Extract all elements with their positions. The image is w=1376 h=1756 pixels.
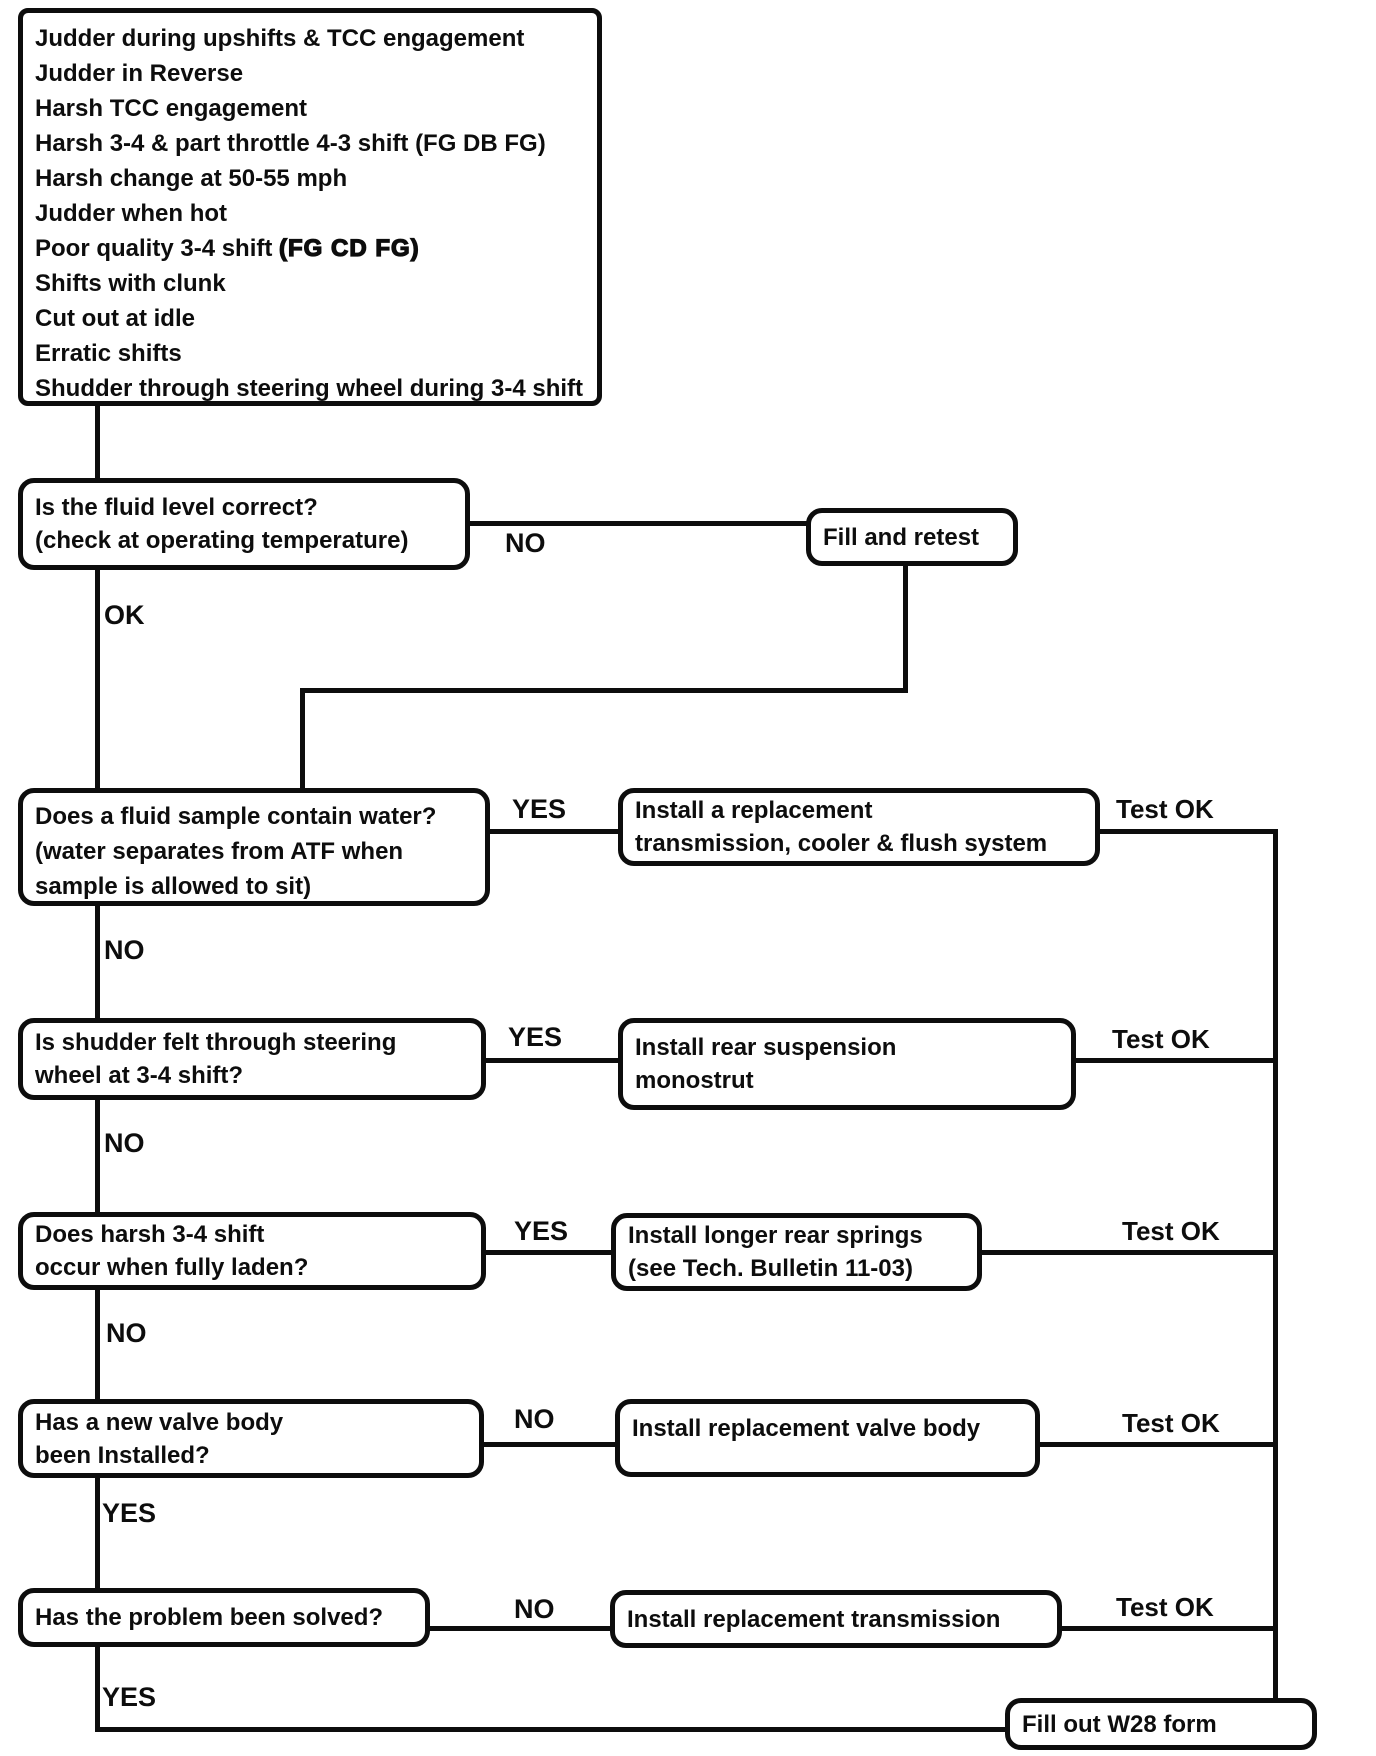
fill-and-retest-action: Fill and retest (806, 508, 1018, 566)
edge-label-no-fluid: NO (505, 528, 546, 558)
valve-body-action: Install replacement valve body (615, 1399, 1040, 1477)
problem-solved-question: Has the problem been solved? (18, 1588, 430, 1647)
edge-label-yes-harsh: YES (514, 1216, 569, 1246)
connector-line (1060, 1626, 1278, 1631)
connector-line (300, 688, 305, 790)
symptom-line: Erratic shifts (35, 340, 182, 367)
connector-line (95, 1098, 100, 1214)
connector-line (95, 406, 100, 480)
symptom-line: Judder when hot (35, 200, 227, 227)
edge-label-test-ok-3: Test OK (1122, 1216, 1220, 1246)
connector-line (428, 1626, 614, 1631)
symptom-line: Cut out at idle (35, 305, 195, 332)
connector-line (1098, 829, 1278, 834)
connector-line (468, 521, 808, 526)
connector-line (1038, 1442, 1278, 1447)
edge-label-ok-fluid: OK (104, 600, 145, 630)
symptom-line: Judder during upshifts & TCC engagement (35, 25, 525, 52)
connector-line (95, 1645, 100, 1732)
edge-label-test-ok-1: Test OK (1116, 794, 1214, 824)
fluid-level-question: Is the fluid level correct? (check at operating temperature) (18, 478, 470, 570)
valve-body-question: Has a new valve body been Installed? (18, 1399, 484, 1478)
symptom-line: Shudder through steering wheel during 3-4 shift (35, 375, 584, 402)
connector-line (300, 688, 908, 693)
rear-springs-action: Install longer rear springs (see Tech. Bulletin 11-03) (611, 1213, 982, 1291)
connector-line (95, 1727, 1007, 1732)
symptom-line: Harsh 3-4 & part throttle 4-3 shift (FG DB FG) (35, 130, 546, 157)
connector-line (95, 1476, 100, 1588)
edge-label-yes-valve: YES (102, 1498, 157, 1528)
symptom-line: Harsh TCC engagement (35, 95, 308, 122)
symptom-line: Poor quality 3-4 shift (FG CD FG) (35, 235, 420, 262)
edge-label-no-harsh: NO (106, 1318, 147, 1348)
connector-line (980, 1250, 1278, 1255)
connector-line (95, 1288, 100, 1400)
edge-label-yes-shudder: YES (508, 1022, 563, 1052)
connector-line (482, 1442, 618, 1447)
edge-label-test-ok-2: Test OK (1112, 1024, 1210, 1054)
symptom-line: Harsh change at 50-55 mph (35, 165, 348, 192)
connector-line (903, 564, 908, 692)
connector-line (484, 1250, 614, 1255)
edge-label-test-ok-5: Test OK (1116, 1592, 1214, 1622)
connector-line (95, 904, 100, 1020)
harsh-shift-question: Does harsh 3-4 shift occur when fully laden? (18, 1212, 486, 1290)
replace-transmission-action: Install replacement transmission (610, 1590, 1062, 1648)
connector-line (1273, 829, 1278, 1701)
edge-label-no-water: NO (104, 935, 145, 965)
symptom-list-box (18, 8, 602, 406)
symptom-line: Judder in Reverse (35, 60, 244, 87)
edge-label-no-solved: NO (514, 1594, 555, 1624)
connector-line (95, 568, 100, 790)
connector-line (484, 1058, 620, 1063)
edge-label-test-ok-4: Test OK (1122, 1408, 1220, 1438)
symptom-line-bold-part: (FG CD FG) (279, 235, 420, 262)
edge-label-no-valve: NO (514, 1404, 555, 1434)
connector-line (1074, 1058, 1278, 1063)
edge-label-no-shudder: NO (104, 1128, 145, 1158)
w28-form-action: Fill out W28 form (1005, 1698, 1317, 1750)
shudder-question: Is shudder felt through steering wheel at 3-4 shift? (18, 1018, 486, 1100)
edge-label-yes-solved: YES (102, 1682, 157, 1712)
monostrut-action: Install rear suspension monostrut (618, 1018, 1076, 1110)
connector-line (488, 829, 620, 834)
edge-label-yes-water: YES (512, 794, 567, 824)
water-sample-question: Does a fluid sample contain water? (water separates from ATF when sample is allowed to sit) (18, 788, 490, 906)
replace-transmission-cooler-action: Install a replacement transmission, cooler & flush system (618, 788, 1100, 866)
symptom-line: Shifts with clunk (35, 270, 226, 297)
